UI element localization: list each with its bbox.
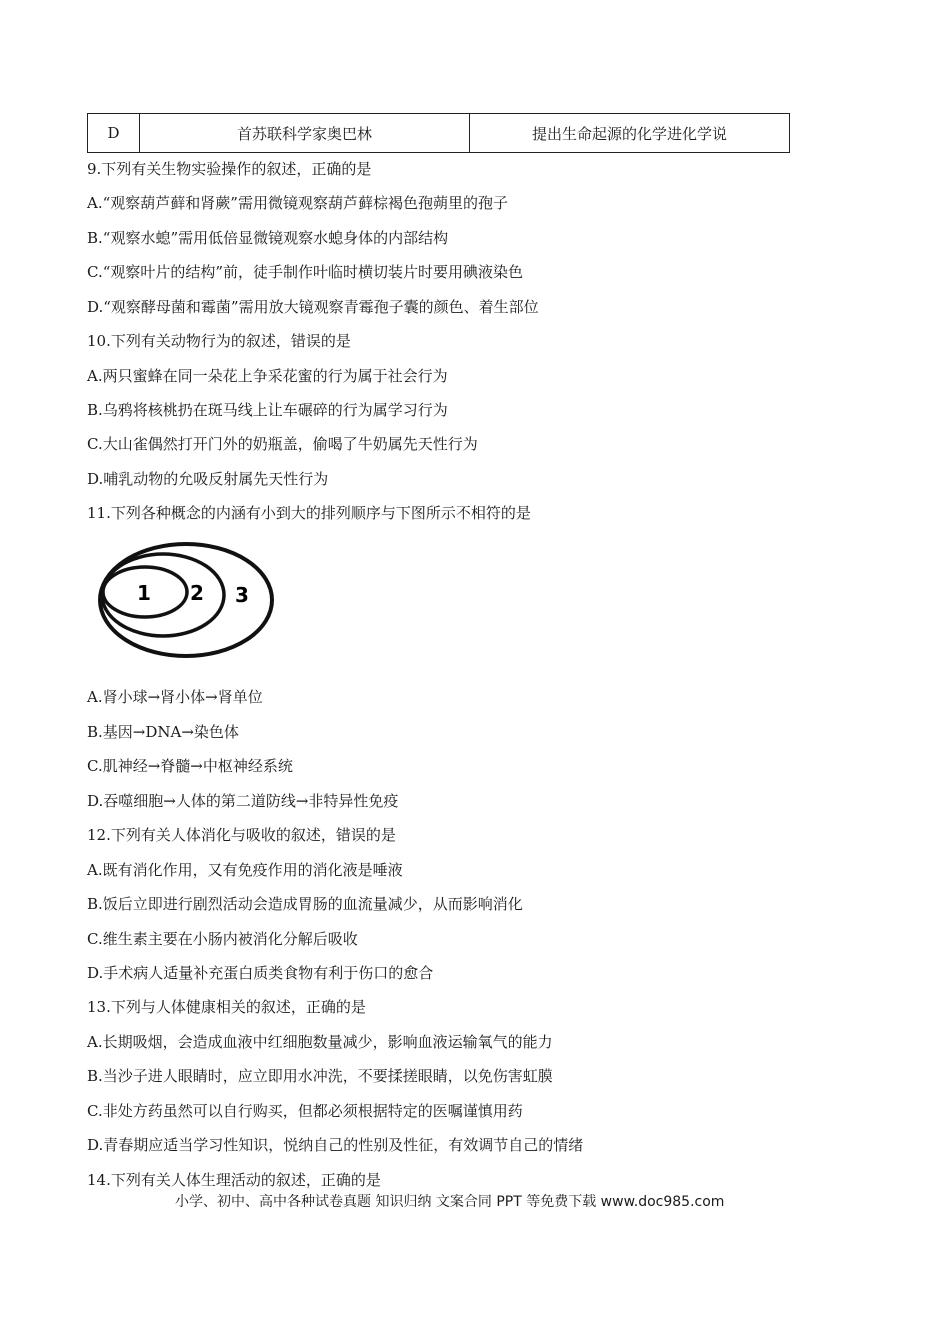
question-12-option-a: A.既有消化作用，又有免疫作用的消化液是唾液 [87,861,403,879]
question-12-option-d: D.手术病人适量补充蛋白质类食物有利于伤口的愈合 [87,964,434,982]
figure-label-1: 1 [137,581,151,605]
question-11-option-c: C.肌神经→脊髓→中枢神经系统 [87,757,293,775]
table-cell-scientist: 首苏联科学家奥巴林 [140,114,470,152]
question-9-option-c: C.“观察叶片的结构”前，徒手制作叶临时横切装片时要用碘液染色 [87,263,524,281]
table-cell-letter: D [88,114,140,152]
question-9-option-d: D.“观察酵母菌和霉菌”需用放大镜观察青霉孢子囊的颜色、着生部位 [87,298,539,316]
nested-ellipses-figure [97,539,282,661]
question-11-option-b: B.基因→DNA→染色体 [87,723,239,741]
question-10-option-d: D.哺乳动物的允吸反射属先天性行为 [87,470,329,488]
question-14-stem: 14.下列有关人体生理活动的叙述，正确的是 [87,1171,381,1189]
question-13-option-a: A.长期吸烟，会造成血液中红细胞数量减少，影响血液运输氧气的能力 [87,1033,553,1051]
question-10-option-b: B.乌鸦将核桃扔在斑马线上让车碾碎的行为属学习行为 [87,401,448,419]
question-13-option-b: B.当沙子进人眼睛时，应立即用水冲洗，不要揉搓眼睛，以免伤害虹膜 [87,1067,553,1085]
question-10-option-c: C.大山雀偶然打开门外的奶瓶盖，偷喝了牛奶属先天性行为 [87,435,478,453]
page-footer: 小学、初中、高中各种试卷真题 知识归纳 文案合同 PPT 等免费下载 www.doc985.com [175,1194,725,1210]
figure-label-3: 3 [235,583,249,607]
question-10-stem: 10.下列有关动物行为的叙述，错误的是 [87,332,351,350]
question-13-option-d: D.青春期应适当学习性知识，悦纳自己的性别及性征，有效调节自己的情绪 [87,1136,584,1154]
question-10-option-a: A.两只蜜蜂在同一朵花上争采花蜜的行为属于社会行为 [87,367,448,385]
ellipse-middle [102,554,224,636]
question-9-option-b: B.“观察水螅”需用低倍显微镜观察水螅身体的内部结构 [87,229,449,247]
question-9-option-a: A.“观察葫芦藓和肾蕨”需用微镜观察葫芦藓棕褐色孢蒴里的孢子 [87,194,508,212]
question-12-option-c: C.维生素主要在小肠内被消化分解后吸收 [87,930,358,948]
question-11-stem: 11.下列各种概念的内涵有小到大的排列顺序与下图所示不相符的是 [87,504,531,522]
question-13-stem: 13.下列与人体健康相关的叙述，正确的是 [87,998,366,1016]
figure-label-2: 2 [190,581,204,605]
question-12-option-b: B.饭后立即进行剧烈活动会造成胃肠的血流量减少，从而影响消化 [87,895,523,913]
question-11-option-d: D.吞噬细胞→人体的第二道防线→非特异性免疫 [87,792,399,810]
table-cell-contribution: 提出生命起源的化学进化学说 [531,124,727,143]
question-11-option-a: A.肾小球→肾小体→肾单位 [87,688,263,706]
answer-table-row [87,113,790,153]
question-12-stem: 12.下列有关人体消化与吸收的叙述，错误的是 [87,826,396,844]
question-9-stem: 9.下列有关生物实验操作的叙述，正确的是 [87,160,372,178]
question-13-option-c: C.非处方药虽然可以自行购买，但都必须根据特定的医嘱谨慎用药 [87,1102,523,1120]
